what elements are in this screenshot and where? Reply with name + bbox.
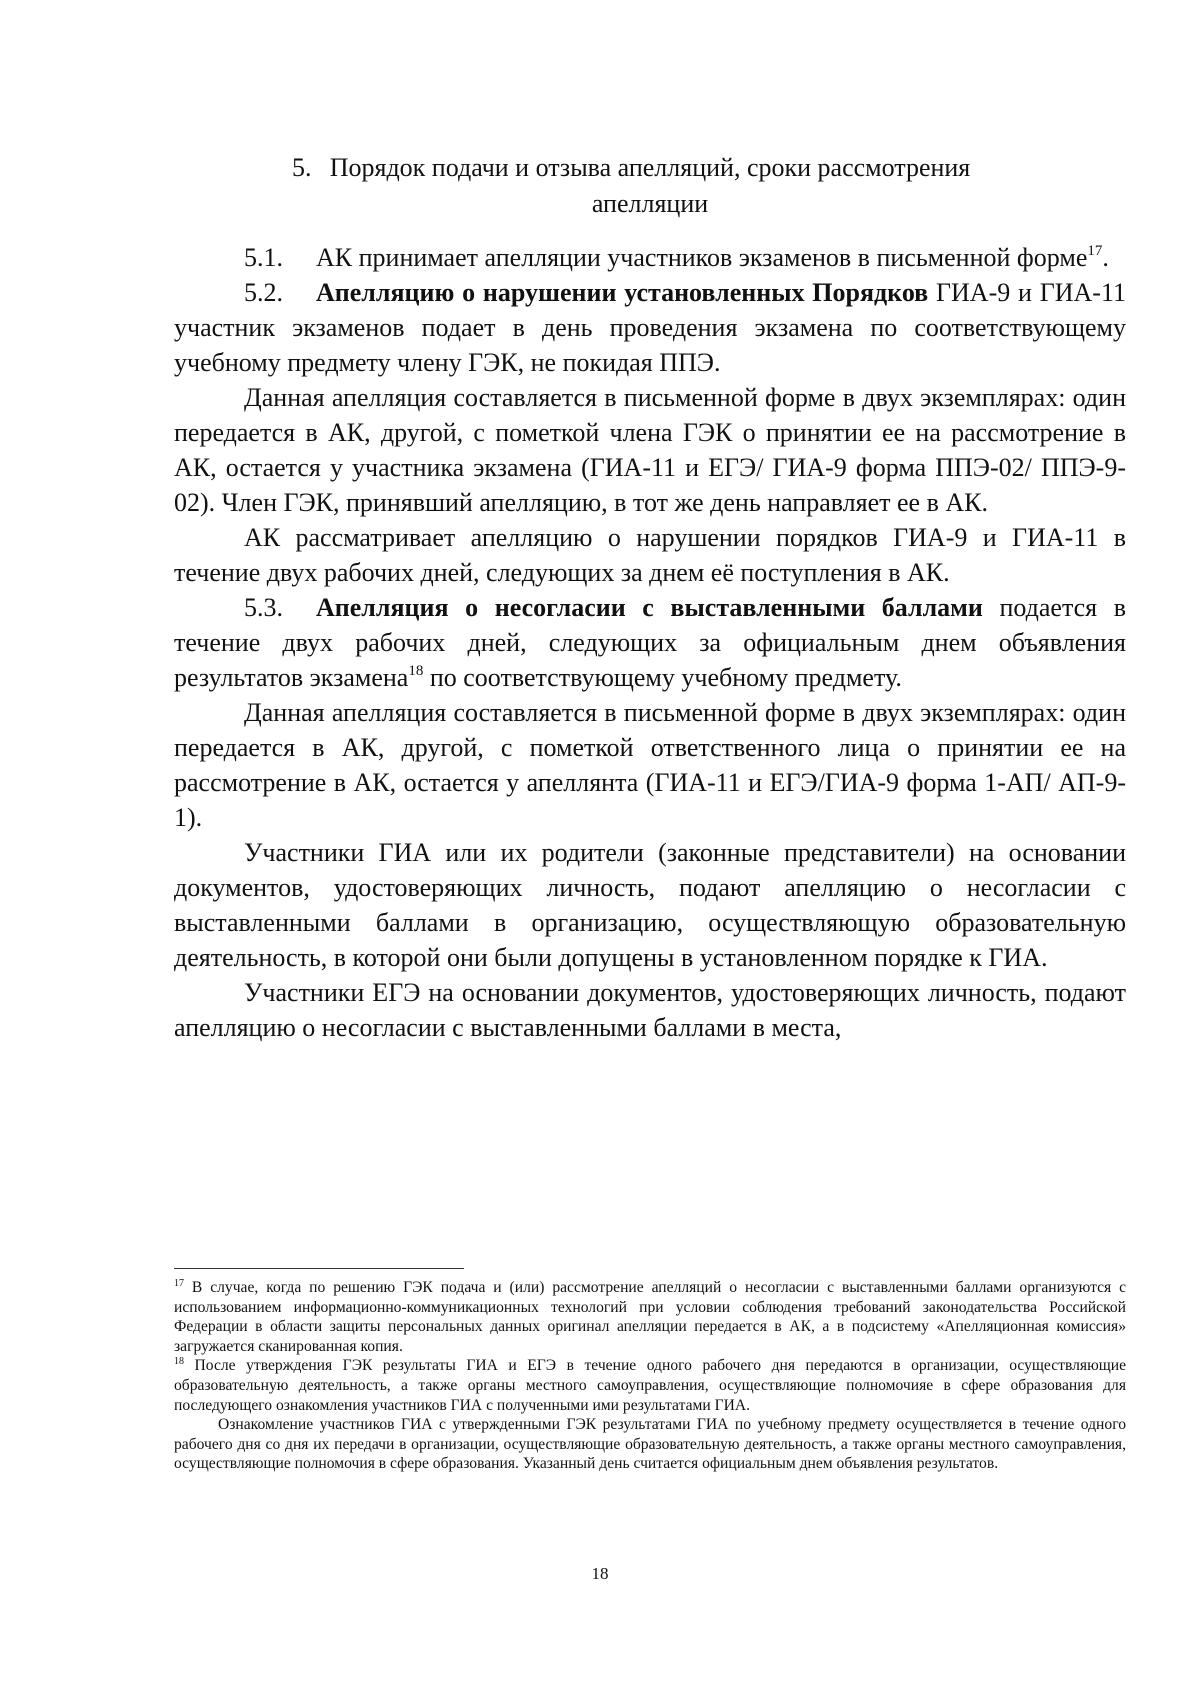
bold-term: Апелляцию о нарушении установленных Порядков: [316, 278, 929, 307]
clause-number: 5.3.: [244, 593, 283, 622]
paragraph-text: ГИА-9 и ГИА-11 участник экзаменов подает в день проведения экзамена по соответствующему учебному предмету члену ГЭК, не покидая ППЭ.: [174, 278, 1127, 377]
footnotes: [174, 1278, 1126, 1474]
footnote-18-continuation: Ознакомление участников ГИА с утвержденными ГЭК результатами ГИА по учебному предмету осуществляется в течение одного рабочего дня со дня их передачи в организации, осуществляющие образовательную деятельность, а также органы местного самоуправления, осуществляющие полномочия в сфере образования. Указанный день считается официальным днем объявления результатов.: [174, 1416, 1126, 1473]
paragraph-5-3-copies: Данная апелляция составляется в письменной форме в двух экземплярах: один передается в АК, другой, с пометкой ответственного лица о принятии ее на рассмотрение в АК, остается у апеллянта (ГИА-11 и ЕГЭ/ГИА-9 форма 1-АП/ АП-9-1).: [174, 698, 1126, 832]
bold-term: Апелляция о несогласии с выставленными баллами: [316, 593, 983, 622]
footnote-separator: [174, 1268, 464, 1269]
document-body: [174, 240, 1126, 1045]
paragraph-5-2: [174, 275, 1126, 380]
paragraph-5-3-ege: Участники ЕГЭ на основании документов, удостоверяющих личность, подают апелляцию о несогласии с выставленными баллами в места,: [174, 978, 1126, 1042]
footnote-number: 17: [174, 1278, 184, 1289]
paragraph-tail: .: [1102, 243, 1109, 272]
footnote-ref-17[interactable]: 17: [1087, 243, 1103, 259]
paragraph-5-1: [174, 240, 1126, 275]
footnote-text: В случае, когда по решению ГЭК подача и (или) рассмотрение апелляций о несогласии с выставленными баллами организуются с использованием информационно-коммуникационных технологий при условии соблюдения требований законодательства Российской Федерации в области защиты персональных данных оригинал апелляции передается в АК, а в подсистему «Апелляционная комиссия» загружается сканированная копия.: [174, 1279, 1126, 1355]
paragraph-5-2-review: АК рассматривает апелляцию о нарушении порядков ГИА-9 и ГИА-11 в течение двух рабочих дней, следующих за днем её поступления в АК.: [174, 523, 1126, 587]
paragraph-5-3: [174, 590, 1126, 695]
clause-number: 5.2.: [244, 278, 283, 307]
footnote-number: 18: [174, 1356, 184, 1368]
paragraph-5-2-copies: Данная апелляция составляется в письменной форме в двух экземплярах: один передается в АК, другой, с пометкой члена ГЭК о принятии ее на рассмотрение в АК, остается у участника экзамена (ГИА-11 и ЕГЭ/ ГИА-9 форма ППЭ-02/ ППЭ-9-02). Член ГЭК, принявший апелляцию, в тот же день направляет ее в АК.: [174, 383, 1126, 517]
paragraph-5-3-participants: Участники ГИА или их родители (законные представители) на основании документов, удостоверяющих личность, подают апелляцию о несогласии с выставленными баллами в организацию, осуществляющую образовательную деятельность, в которой они были допущены в установленном порядке к ГИА.: [174, 838, 1126, 972]
clause-number: 5.1.: [244, 243, 283, 272]
paragraph-text: АК принимает апелляции участников экзаменов в письменной форме: [316, 243, 1088, 272]
footnote-17: [174, 1278, 1126, 1356]
footnote-18: [174, 1356, 1126, 1415]
section-title-line-2: апелляции: [591, 189, 709, 218]
paragraph-tail: по соответствующему учебному предмету.: [423, 663, 902, 692]
footnote-text: После утверждения ГЭК результаты ГИА и ЕГЭ в течение одного рабочего дня передаются в организации, осуществляющие образовательную деятельность, а также органы местного самоуправления, осуществляющие полномочияе в сфере образования для последующего ознакомления участников ГИА с полученными ими результатами ГИА.: [174, 1357, 1126, 1414]
footnote-ref-18[interactable]: 18: [408, 663, 424, 679]
paragraph-text: подается в течение двух рабочих дней, следующих за официальным днем объявления результатов экзамена: [174, 593, 1126, 692]
section-number: 5.: [292, 153, 312, 182]
page-number: 18: [591, 1564, 609, 1583]
section-heading: [174, 150, 1126, 222]
section-title-line-1: Порядок подачи и отзыва апелляций, сроки рассмотрения: [329, 153, 971, 182]
